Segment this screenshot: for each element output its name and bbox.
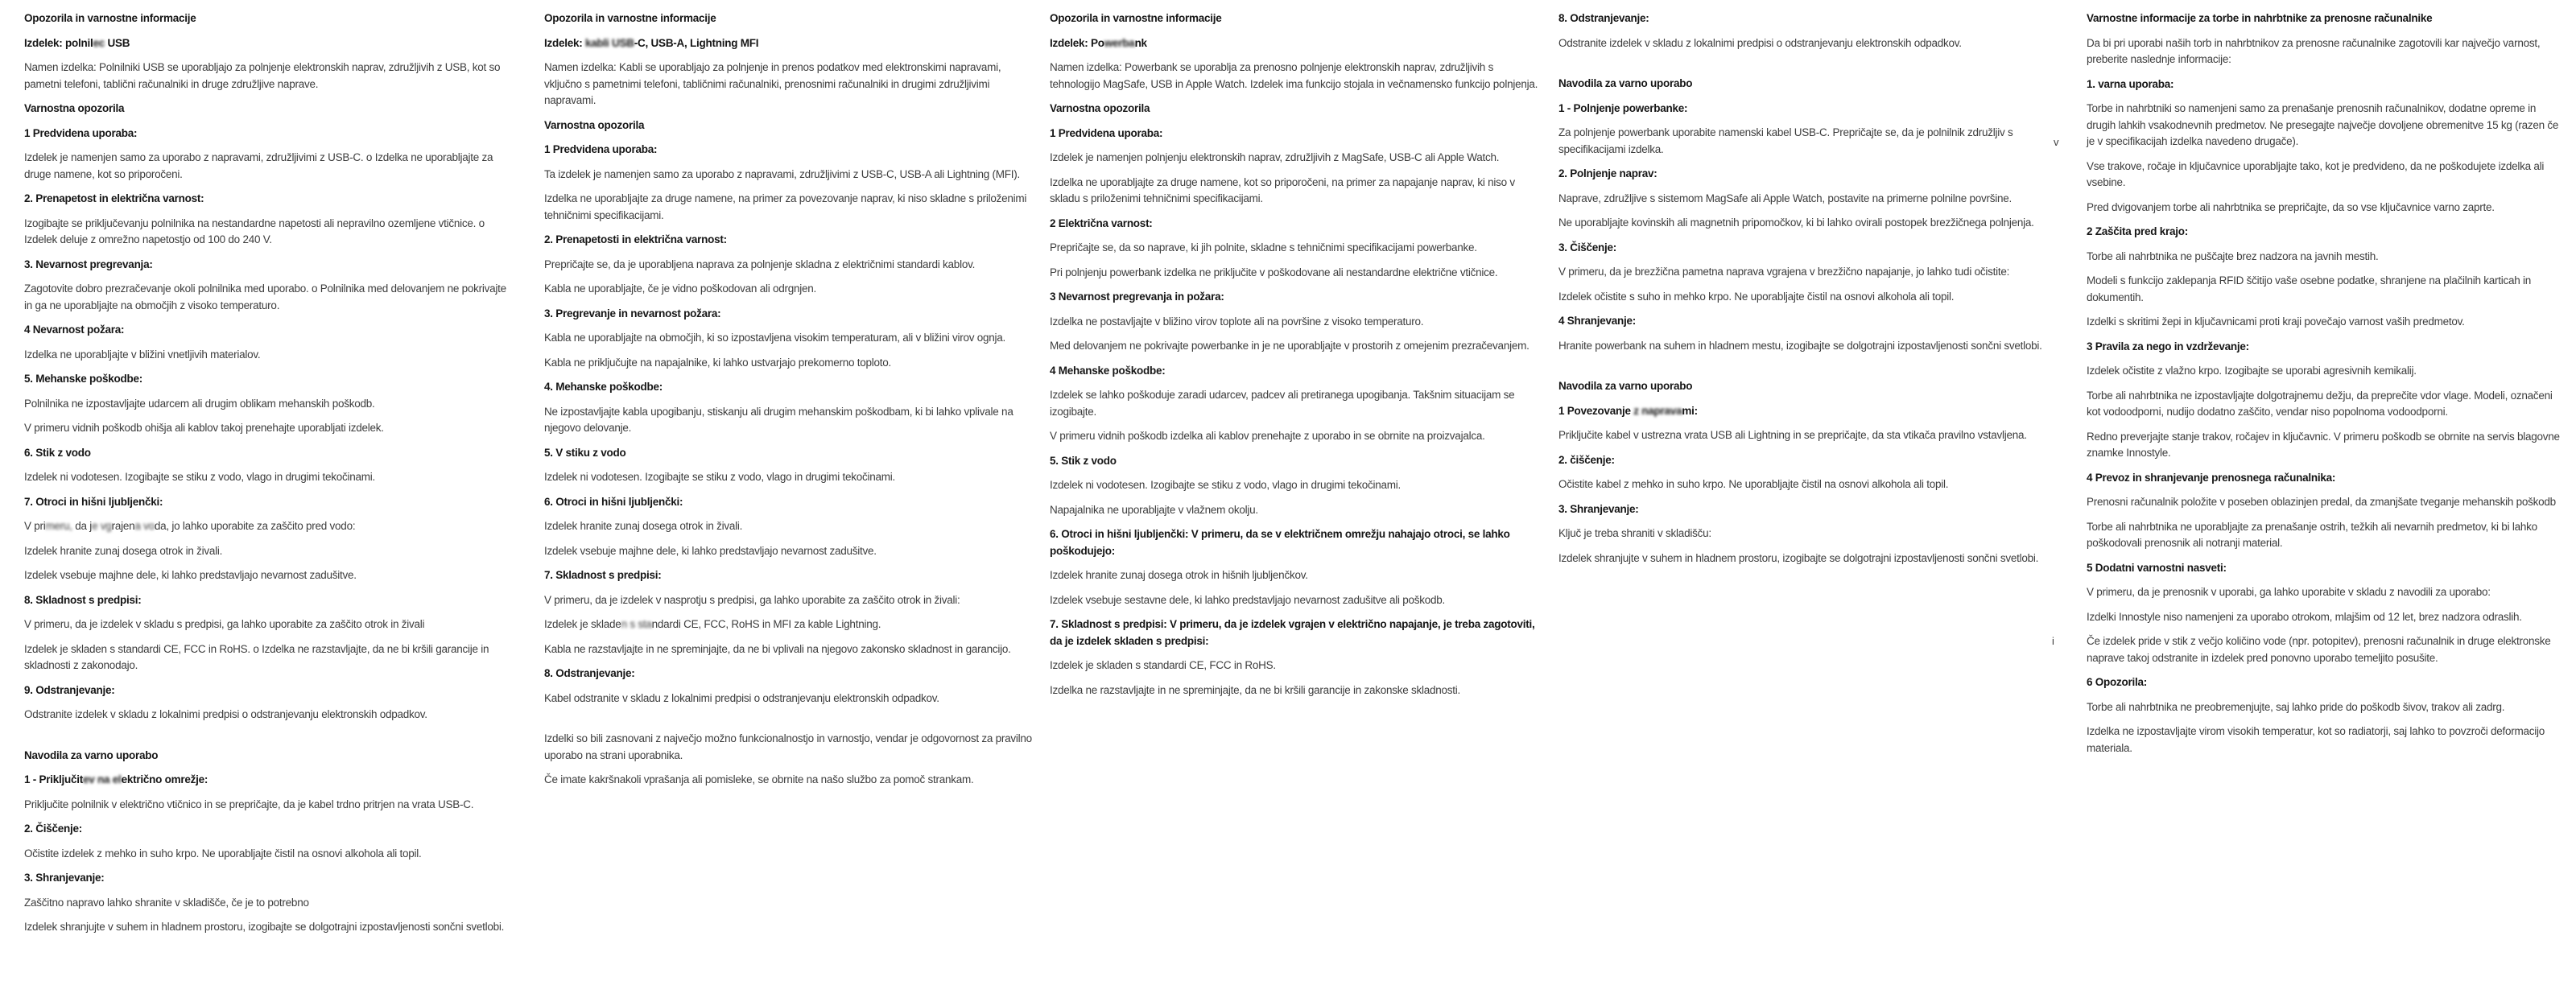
smudged-text: werba: [1104, 36, 1135, 49]
paragraph: Izdelek hranite zunaj dosega otrok in živali.: [24, 544, 223, 557]
section-heading: Varnostna opozorila: [544, 118, 645, 131]
paragraph: Zagotovite dobro prezračevanje okoli polnilnika med uporabo. o Polnilnika med delovanjem ne pokrivajte in ga ne uporabljajte na območjih z visoko temperaturo.: [24, 282, 506, 311]
section-heading: Izdelek: kabli USB-C, USB-A, Lightning MFI: [544, 36, 759, 49]
paragraph: Namen izdelka: Polnilniki USB se uporabljajo za polnjenje elektronskih naprav, združljivih z USB, kot so pametni telefoni, tablični računalniki in druge združljive naprave.: [24, 61, 501, 90]
paragraph: Kabel odstranite v skladu z lokalnimi predpisi o odstranjevanju elektronskih odpadkov.: [544, 691, 939, 704]
paragraph: V primeru, da je izdelek v skladu s predpisi, ga lahko uporabite za zaščito otrok in živali: [24, 618, 425, 630]
paragraph: Če izdelek pride v stik z večjo količino vode (npr. potopitev), prenosni računalnik in druge elektronske naprave takoj odstranite in izdelek pred ponovno uporabo temeljito posušite.: [2087, 635, 2551, 664]
paragraph: Izdelek ni vodotesen. Izogibajte se stiku z vodo, vlago in drugimi tekočinami.: [1050, 479, 1401, 491]
paragraph: V primeru, da je vgrajena voda, jo lahko uporabite za zaščito pred vodo:: [24, 520, 356, 532]
section-heading: Opozorila in varnostne informacije: [544, 12, 716, 24]
section-heading: 2 Zaščita pred krajo:: [2087, 225, 2189, 237]
paragraph: Redno preverjajte stanje trakov, ročajev in ključavnic. V primeru poškodb se obrnite na servis blagovne znamke Innostyle.: [2087, 430, 2560, 459]
section-heading: 4 Shranjevanje:: [1558, 315, 1637, 327]
section-heading: 3. Shranjevanje:: [24, 872, 105, 884]
paragraph: V primeru, da je prenosnik v uporabi, ga lahko uporabite v skladu z navodili za uporabo:: [2087, 586, 2491, 598]
paragraph: Izdelek ni vodotesen. Izogibajte se stiku z vodo, vlago in drugimi tekočinami.: [544, 471, 895, 483]
section-heading: 7. Skladnost s predpisi:: [544, 569, 662, 581]
section-heading: 1 - Priključitev na električno omrežje:: [24, 773, 208, 785]
paragraph: Izdelek je namenjen samo za uporabo z napravami, združljivimi z USB-C. o Izdelka ne uporabljajte za druge namene, kot so priporočeni.: [24, 151, 493, 180]
section-heading: 3 Nevarnost pregrevanja in požara:: [1050, 291, 1224, 303]
paragraph: Polnilnika ne izpostavljajte udarcem ali drugim oblikam mehanskih poškodb.: [24, 397, 375, 410]
paragraph: Ne izpostavljajte kabla upogibanju, stiskanju ali drugim mehanskim poškodbam, ki bi lahko vplivale na njegovo delovanje.: [544, 405, 1013, 434]
section-heading: 2. Prenapetosti in električna varnost:: [544, 233, 727, 245]
paragraph: Izdelek shranjujte v suhem in hladnem prostoru, izogibajte se dolgotrajni izpostavljenosti sončni svetlobi.: [24, 921, 505, 933]
column-laptop-bags-safety: [2087, 10, 2563, 765]
smudged-text: kabli USB: [585, 36, 634, 49]
paragraph: Pred dvigovanjem torbe ali nahrbtnika se prepričajte, da so vse ključavnice varno zaprte.: [2087, 200, 2495, 213]
paragraph: Izdelka ne uporabljajte za druge namene, kot so priporočeni, na primer za napajanje naprav, ki niso v skladu s priloženimi tehničnimi specifikacijami.: [1050, 175, 1515, 204]
section-heading: 3. Čiščenje:: [1558, 241, 1617, 254]
section-heading: 2. Čiščenje:: [24, 823, 83, 835]
smudged-text: z naprava: [1633, 404, 1682, 417]
paragraph: Očistite kabel z mehko in suho krpo. Ne uporabljajte čistil na osnovi alkohola ali topil.: [1558, 478, 1949, 490]
paragraph: Modeli s funkcijo zaklepanja RFID ščitijo vaše osebne podatke, shranjene na plačilnih karticah in dokumentih.: [2087, 274, 2532, 303]
section-heading: Navodila za varno uporabo: [1558, 380, 1693, 392]
paragraph: Hranite powerbank na suhem in hladnem mestu, izogibajte se dolgotrajni izpostavljenosti sončni svetlobi.: [1558, 339, 2042, 352]
paragraph: Izdelek vsebuje sestavne dele, ki lahko predstavljajo nevarnost zadušitve ali poškodb.: [1050, 593, 1446, 606]
section-heading: Varnostna opozorila: [1050, 102, 1150, 114]
section-heading: 6. Stik z vodo: [24, 446, 91, 459]
paragraph: Torbe ali nahrbtnika ne izpostavljajte dolgotrajnemu dežju, da preprečite vdor vlage. Modeli, označeni kot vodoodporni, nudijo dodatno zaščito, vendar niso popolnoma vodoodporni.: [2087, 389, 2553, 418]
section-heading: 6. Otroci in hišni ljubljenčki:: [544, 495, 683, 508]
section-heading: 3 Pravila za nego in vzdrževanje:: [2087, 340, 2249, 353]
paragraph: Prepričajte se, da so naprave, ki jih polnite, skladne s tehničnimi specifikacijami powerbanke.: [1050, 241, 1477, 254]
paragraph: Za polnjenje powerbank uporabite namenski kabel USB-C. Prepričajte se, da je polnilnik združljiv s specifikacijami izdelka.: [1558, 126, 2013, 155]
section-heading: Opozorila in varnostne informacije: [24, 12, 196, 24]
paragraph: Izdelek očistite s suho in mehko krpo. Ne uporabljajte čistil na osnovi alkohola ali topil.: [1558, 290, 1955, 303]
section-heading: Izdelek: polnilec USB: [24, 36, 130, 49]
section-heading: 3. Pregrevanje in nevarnost požara:: [544, 307, 721, 320]
paragraph: Med delovanjem ne pokrivajte powerbanke in je ne uporabljajte v prostorih z omejenim prezračevanjem.: [1050, 340, 1530, 352]
paragraph: Prepričajte se, da je uporabljena naprava za polnjenje skladna z električnimi standardi kablov.: [544, 258, 976, 270]
section-heading: 4 Prevoz in shranjevanje prenosnega računalnika:: [2087, 471, 2336, 484]
section-heading: Navodila za varno uporabo: [24, 748, 159, 761]
paragraph: Kabla ne uporabljajte na območjih, ki so izpostavljena visokim temperaturam, ali v bližini virov ognja.: [544, 332, 1006, 344]
section-heading: Navodila za varno uporabo: [1558, 77, 1693, 89]
paragraph: Izdelek očistite z vlažno krpo. Izogibajte se uporabi agresivnih kemikalij.: [2087, 365, 2417, 377]
paragraph: Izdelek je skladen s standardi CE, FCC in RoHS. o Izdelka ne razstavljajte, da ne bi kršili garancije in skladnosti z zakonodajo.: [24, 642, 489, 671]
paragraph: Torbe in nahrbtniki so namenjeni samo za prenašanje prenosnih računalnikov, dodatne opreme in drugih lahkih vsakodnevnih predmetov. Ne presegajte največje dovoljene obremenitve 15 kg (razen če je v specifikacijah izdelka navedeno drugače).: [2087, 102, 2559, 147]
paragraph: Priključite kabel v ustrezna vrata USB ali Lightning in se prepričajte, da sta vtikača pravilno vstavljena.: [1558, 429, 2027, 441]
smudged-text: meru,: [45, 520, 72, 532]
section-heading: 8. Skladnost s predpisi:: [24, 593, 142, 606]
column-usb-charger-safety: [24, 10, 517, 944]
paragraph: Izdelka ne uporabljajte v bližini vnetljivih materialov.: [24, 348, 261, 361]
section-heading: 1. varna uporaba:: [2087, 77, 2174, 90]
paragraph: Izdelka ne postavljajte v bližino virov toplote ali na površine z visoko temperaturo.: [1050, 315, 1424, 328]
stray-character: v: [2054, 136, 2059, 148]
section-heading: 5. Mehanske poškodbe:: [24, 373, 143, 385]
paragraph: Ključ je treba shraniti v skladišču:: [1558, 527, 1711, 539]
paragraph: Kabla ne priključujte na napajalnike, ki lahko ustvarjajo prekomerno toploto.: [544, 356, 892, 369]
section-heading: 5. V stiku z vodo: [544, 446, 626, 459]
paragraph: Odstranite izdelek v skladu z lokalnimi predpisi o odstranjevanju elektronskih odpadkov.: [1558, 36, 1962, 49]
paragraph: Očistite izdelek z mehko in suho krpo. Ne uporabljajte čistil na osnovi alkohola ali topil.: [24, 847, 422, 860]
section-heading: 3. Nevarnost pregrevanja:: [24, 258, 153, 270]
section-heading: 2. čiščenje:: [1558, 453, 1615, 466]
paragraph: Napajalnika ne uporabljajte v vlažnem okolju.: [1050, 503, 1258, 516]
column-powerbank-safety: [1050, 10, 1542, 707]
section-heading: 3. Shranjevanje:: [1558, 502, 1639, 515]
section-heading: 5. Stik z vodo: [1050, 454, 1117, 467]
section-heading: 1 - Polnjenje powerbanke:: [1558, 101, 1688, 114]
smudged-text: e vg: [92, 520, 112, 532]
smudged-text: a vo: [134, 520, 155, 532]
paragraph: Torbe ali nahrbtnika ne puščajte brez nadzora na javnih mestih.: [2087, 249, 2379, 262]
paragraph: Izdelek se lahko poškoduje zaradi udarcev, padcev ali pretiranega upogibanja. Takšnim situacijam se izogibajte.: [1050, 389, 1515, 418]
paragraph: Izdelek shranjujte v suhem in hladnem prostoru, izogibajte se dolgotrajni izpostavljenosti sončni svetlobi.: [1558, 551, 2039, 564]
section-heading: Varnostna opozorila: [24, 102, 125, 114]
paragraph: Torbe ali nahrbtnika ne preobremenjujte, saj lahko pride do poškodb šivov, trakov ali zadrg.: [2087, 700, 2505, 713]
section-heading: 5 Dodatni varnostni nasveti:: [2087, 561, 2227, 574]
section-heading: 6 Opozorila:: [2087, 676, 2148, 688]
paragraph: V primeru vidnih poškodb izdelka ali kablov prenehajte z uporabo in se obrnite na proizvajalca.: [1050, 430, 1485, 442]
section-heading: 9. Odstranjevanje:: [24, 683, 115, 696]
column-powerbank-cable-instructions: [1558, 10, 2051, 575]
section-heading: 2. Prenapetost in električna varnost:: [24, 192, 204, 204]
paragraph: V primeru, da je izdelek v nasprotju s predpisi, ga lahko uporabite za zaščito otrok in živali:: [544, 593, 960, 606]
paragraph: Izdelka ne uporabljajte za druge namene, na primer za povezovanje naprav, ki niso skladne s priloženimi tehničnimi specifikacijami.: [544, 192, 1027, 221]
paragraph: Vse trakove, ročaje in ključavnice uporabljajte tako, kot je predvideno, da ne poškodujete izdelka ali vsebine.: [2087, 159, 2545, 188]
section-heading: Izdelek: Powerbank: [1050, 36, 1147, 49]
smudged-text: n s sta: [621, 618, 652, 630]
section-heading: 7. Skladnost s predpisi: V primeru, da je izdelek vgrajen v električno napajanje, je treba zagotoviti, da je izdelek skladen s predpisi:: [1050, 618, 1535, 647]
paragraph: Izogibajte se priključevanju polnilnika na nestandardne napetosti ali nepravilno ozemljene vtičnice. o Izdelek deluje z omrežno napetostjo od 100 do 240 V.: [24, 216, 485, 245]
paragraph: Zaščitno napravo lahko shranite v skladišče, če je to potrebno: [24, 896, 309, 909]
paragraph: Torbe ali nahrbtnika ne uporabljajte za prenašanje ostrih, težkih ali nevarnih predmetov, ki bi lahko poškodovali prenosnik ali notranji material.: [2087, 520, 2537, 549]
paragraph: Namen izdelka: Kabli se uporabljajo za polnjenje in prenos podatkov med elektronskimi napravami, vključno s pametnimi telefoni, tabličnimi računalniki, prenosnimi računalniki in drugimi združljivimi napravami.: [544, 61, 1001, 106]
paragraph: Kabla ne uporabljajte, če je vidno poškodovan ali odrgnjen.: [544, 282, 816, 295]
section-heading: Opozorila in varnostne informacije: [1050, 12, 1222, 24]
paragraph: Odstranite izdelek v skladu z lokalnimi predpisi o odstranjevanju elektronskih odpadkov.: [24, 708, 427, 720]
section-heading: 4 Mehanske poškodbe:: [1050, 364, 1166, 377]
paragraph: Izdelek hranite zunaj dosega otrok in živali.: [544, 520, 743, 532]
section-heading: 7. Otroci in hišni ljubljenčki:: [24, 495, 163, 508]
section-heading: 2 Električna varnost:: [1050, 216, 1153, 229]
section-heading: 4 Nevarnost požara:: [24, 324, 125, 336]
section-heading: 2. Polnjenje naprav:: [1558, 167, 1657, 179]
column-cables-safety: [544, 10, 1037, 797]
paragraph: Ne uporabljajte kovinskih ali magnetnih pripomočkov, ki bi lahko ovirali postopek brezžičnega polnjenja.: [1558, 216, 2034, 229]
paragraph: Kabla ne razstavljajte in ne spreminjajte, da ne bi vplivali na njegovo zakonsko skladnost in garancijo.: [544, 642, 1011, 655]
section-heading: 1 Predvidena uporaba:: [24, 126, 138, 139]
paragraph: Izdelek je namenjen polnjenju elektronskih naprav, združljivih z MagSafe, USB-C ali Apple Watch.: [1050, 151, 1500, 163]
section-heading: Varnostne informacije za torbe in nahrbtnike za prenosne računalnike: [2087, 12, 2433, 24]
paragraph: Naprave, združljive s sistemom MagSafe ali Apple Watch, postavite na primerne polnilne površine.: [1558, 192, 2013, 204]
paragraph: Prenosni računalnik položite v poseben oblazinjen predal, da zmanjšate tveganje mehanskih poškodb: [2087, 496, 2556, 508]
section-heading: 6. Otroci in hišni ljubljenčki: V primeru, da se v električnem omrežju nahajajo otroci, se lahko poškodujejo:: [1050, 528, 1510, 557]
stray-character: i: [2052, 635, 2054, 647]
smudged-text: ec: [93, 36, 105, 49]
paragraph: Izdelka ne razstavljajte in ne spreminjajte, da ne bi kršili garancije in zakonske skladnosti.: [1050, 683, 1461, 696]
section-heading: 1 Predvidena uporaba:: [544, 143, 658, 155]
paragraph: Če imate kakršnakoli vprašanja ali pomisleke, se obrnite na našo službo za pomoč strankam.: [544, 773, 974, 785]
section-heading: 8. Odstranjevanje:: [544, 667, 635, 679]
section-heading: 1 Povezovanje z napravami:: [1558, 404, 1698, 417]
paragraph: Izdelek vsebuje majhne dele, ki lahko predstavljajo nevarnost zadušitve.: [24, 569, 357, 581]
section-heading: 8. Odstranjevanje:: [1558, 12, 1649, 24]
paragraph: Izdelki so bili zasnovani z največjo možno funkcionalnostjo in varnostjo, vendar je odgovornost za pravilno uporabo na strani uporabnika.: [544, 732, 1032, 761]
section-heading: 4. Mehanske poškodbe:: [544, 381, 663, 393]
paragraph: Izdelek je skladen s standardi CE, FCC, RoHS in MFI za kable Lightning.: [544, 618, 881, 630]
paragraph: Pri polnjenju powerbank izdelka ne priključite v poškodovane ali nestandardne električne vtičnice.: [1050, 266, 1498, 278]
smudged-text: ev na el: [83, 773, 122, 785]
paragraph: Da bi pri uporabi naših torb in nahrbtnikov za prenosne računalnike zagotovili kar največjo varnost, preberite naslednje informacije:: [2087, 36, 2541, 65]
paragraph: Izdelek ni vodotesen. Izogibajte se stiku z vodo, vlago in drugimi tekočinami.: [24, 471, 375, 483]
paragraph: Izdelki s skritimi žepi in ključavnicami proti kraji povečajo varnost vaših predmetov.: [2087, 315, 2465, 328]
paragraph: Namen izdelka: Powerbank se uporablja za prenosno polnjenje elektronskih naprav, združljivih s tehnologijo MagSafe, USB in Apple Watch. Izdelek ima funkcijo stojala in večnamensko funkcijo polnjenja.: [1050, 61, 1538, 90]
paragraph: Izdelka ne izpostavljajte virom visokih temperatur, kot so radiatorji, saj lahko to povzroči deformacijo materiala.: [2087, 725, 2545, 754]
paragraph: Izdelek hranite zunaj dosega otrok in hišnih ljubljenčkov.: [1050, 569, 1308, 581]
paragraph: Izdelki Innostyle niso namenjeni za uporabo otrokom, mlajšim od 12 let, brez nadzora odraslih.: [2087, 610, 2522, 623]
paragraph: Ta izdelek je namenjen samo za uporabo z napravami, združljivimi z USB-C, USB-A ali Lightning (MFI).: [544, 167, 1020, 180]
paragraph: Izdelek je skladen s standardi CE, FCC in RoHS.: [1050, 659, 1276, 671]
section-heading: 1 Predvidena uporaba:: [1050, 126, 1163, 139]
paragraph: Priključite polnilnik v električno vtičnico in se prepričajte, da je kabel trdno pritrjen na vrata USB-C.: [24, 798, 474, 810]
paragraph: V primeru vidnih poškodb ohišja ali kablov takoj prenehajte uporabljati izdelek.: [24, 422, 384, 434]
paragraph: Izdelek vsebuje majhne dele, ki lahko predstavljajo nevarnost zadušitve.: [544, 544, 877, 557]
paragraph: V primeru, da je brezžična pametna naprava vgrajena v brezžično napajanje, jo lahko tudi očistite:: [1558, 266, 2010, 278]
